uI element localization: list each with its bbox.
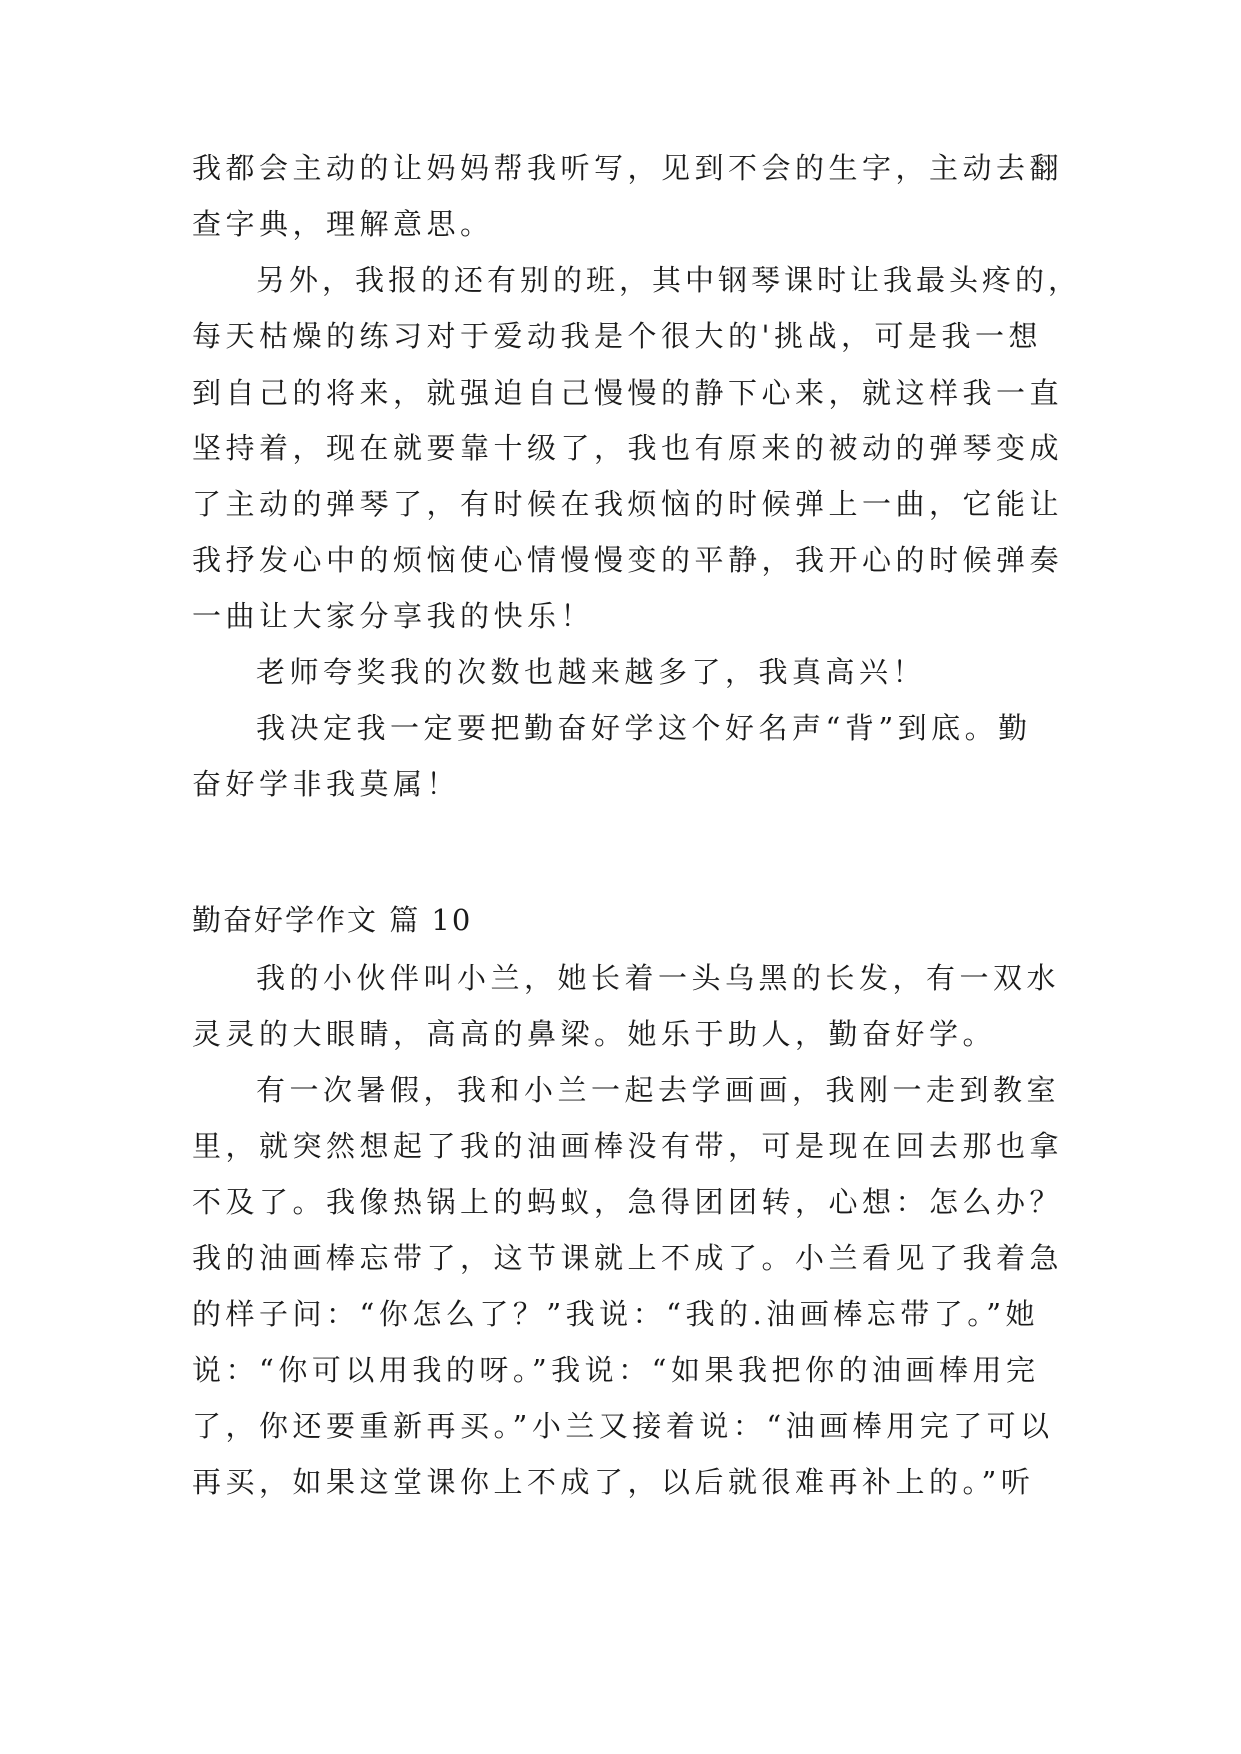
paragraph-line: 每天枯燥的练习对于爱动我是个很大的'挑战，可是我一想	[192, 319, 1042, 353]
paragraph-line: 里，就突然想起了我的油画棒没有带，可是现在回去那也拿	[192, 1129, 1064, 1163]
paragraph-line: 我的油画棒忘带了，这节课就上不成了。小兰看见了我着急	[192, 1241, 1064, 1275]
paragraph-line: 不及了。我像热锅上的蚂蚁，急得团团转，心想：怎么办？	[192, 1185, 1064, 1219]
paragraph-line: 奋好学非我莫属！	[192, 767, 461, 801]
paragraph-line: 一曲让大家分享我的快乐！	[192, 599, 595, 633]
paragraph-line: 查字典，理解意思。	[192, 207, 494, 241]
paragraph-line: 了主动的弹琴了，有时候在我烦恼的时候弹上一曲，它能让	[192, 487, 1064, 521]
paragraph-line: 我都会主动的让妈妈帮我听写，见到不会的生字，主动去翻	[192, 151, 1064, 185]
paragraph-line: 说：“你可以用我的呀。”我说：“如果我把你的油画棒用完	[192, 1353, 1040, 1387]
paragraph-line: 我决定我一定要把勤奋好学这个好名声“背”到底。勤	[256, 711, 1032, 745]
paragraph-line: 再买，如果这堂课你上不成了，以后就很难再补上的。”听	[192, 1465, 1035, 1499]
paragraph-line: 到自己的将来，就强迫自己慢慢的静下心来，就这样我一直	[192, 376, 1064, 410]
paragraph-line: 有一次暑假，我和小兰一起去学画画，我刚一走到教室	[256, 1073, 1061, 1107]
paragraph-line: 的样子问：“你怎么了？”我说：“我的.油画棒忘带了。”她	[192, 1297, 1040, 1331]
paragraph-line: 灵灵的大眼睛，高高的鼻梁。她乐于助人，勤奋好学。	[192, 1017, 997, 1051]
paragraph-line: 另外，我报的还有别的班，其中钢琴课时让我最头疼的，	[256, 263, 1082, 297]
paragraph-line: 了，你还要重新再买。”小兰又接着说：“油画棒用完了可以	[192, 1409, 1054, 1443]
paragraph-line: 我的小伙伴叫小兰，她长着一头乌黑的长发，有一双水	[256, 961, 1061, 995]
paragraph-line: 老师夸奖我的次数也越来越多了，我真高兴！	[256, 655, 927, 689]
paragraph-line: 我抒发心中的烦恼使心情慢慢变的平静，我开心的时候弹奏	[192, 543, 1064, 577]
paragraph-line: 坚持着，现在就要靠十级了，我也有原来的被动的弹琴变成	[192, 431, 1064, 465]
section-heading: 勤奋好学作文 篇 10	[192, 903, 473, 937]
